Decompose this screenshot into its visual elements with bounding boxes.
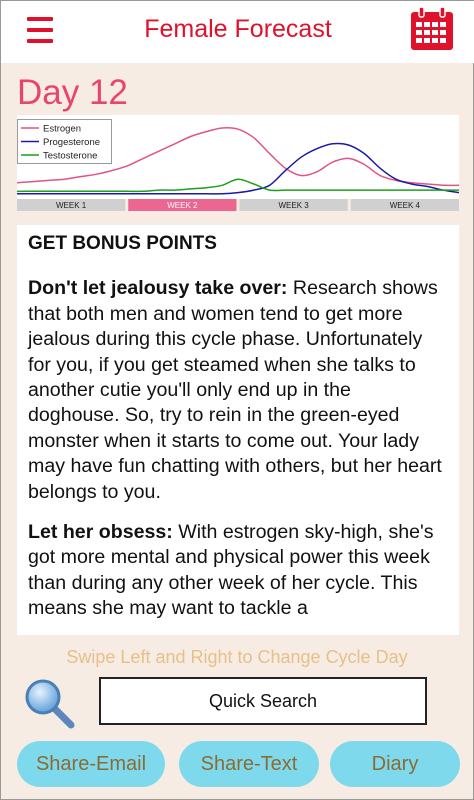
paragraph-text: Research shows that both men and women tend to get more jealous during this cycle phase. Unfortunately for you, if you get steamed when she talks to another cutie you'll only end up in the doghouse. So, try to rein in the green-eyed monster when it starts to come out. Your lady may have fun chatting with others, but her heart belongs to you.	[28, 277, 442, 503]
legend-label-testosterone: Testosterone	[43, 150, 98, 162]
article-paragraph	[28, 520, 447, 622]
paragraph-text: With estrogen sky-high, she's got more mental and physical power this week than during any other week of her cycle. This means she may want to tackle a	[28, 521, 434, 620]
article-heading: GET BONUS POINTS	[28, 233, 217, 254]
paragraph-title: Don't let jealousy take over:	[28, 277, 288, 300]
week-label: WEEK 3	[278, 201, 309, 210]
week-label: WEEK 4	[389, 201, 420, 210]
diary-button[interactable]: Diary	[330, 741, 460, 787]
quick-search-button[interactable]: Quick Search	[99, 677, 427, 725]
hormone-chart	[17, 115, 459, 213]
swipe-hint: Swipe Left and Right to Change Cycle Day	[66, 647, 408, 667]
legend-label-estrogen: Estrogen	[43, 123, 82, 135]
share-text-button[interactable]: Share-Text	[179, 741, 319, 787]
article-paragraph	[28, 276, 447, 505]
week-label: WEEK 2	[167, 201, 198, 210]
hormone-chart-svg	[17, 115, 459, 213]
top-bar	[1, 1, 474, 63]
paragraph-title: Let her obsess:	[28, 521, 173, 544]
share-email-button[interactable]: Share-Email	[17, 741, 165, 787]
legend-label-progesterone: Progesterone	[43, 137, 101, 148]
app-title: Female Forecast	[144, 15, 332, 43]
day-title: Day 12	[17, 73, 128, 112]
magnifier-icon[interactable]	[23, 677, 75, 729]
calendar-icon[interactable]	[410, 7, 454, 51]
week-label: WEEK 1	[56, 201, 87, 210]
article-content	[17, 225, 459, 635]
